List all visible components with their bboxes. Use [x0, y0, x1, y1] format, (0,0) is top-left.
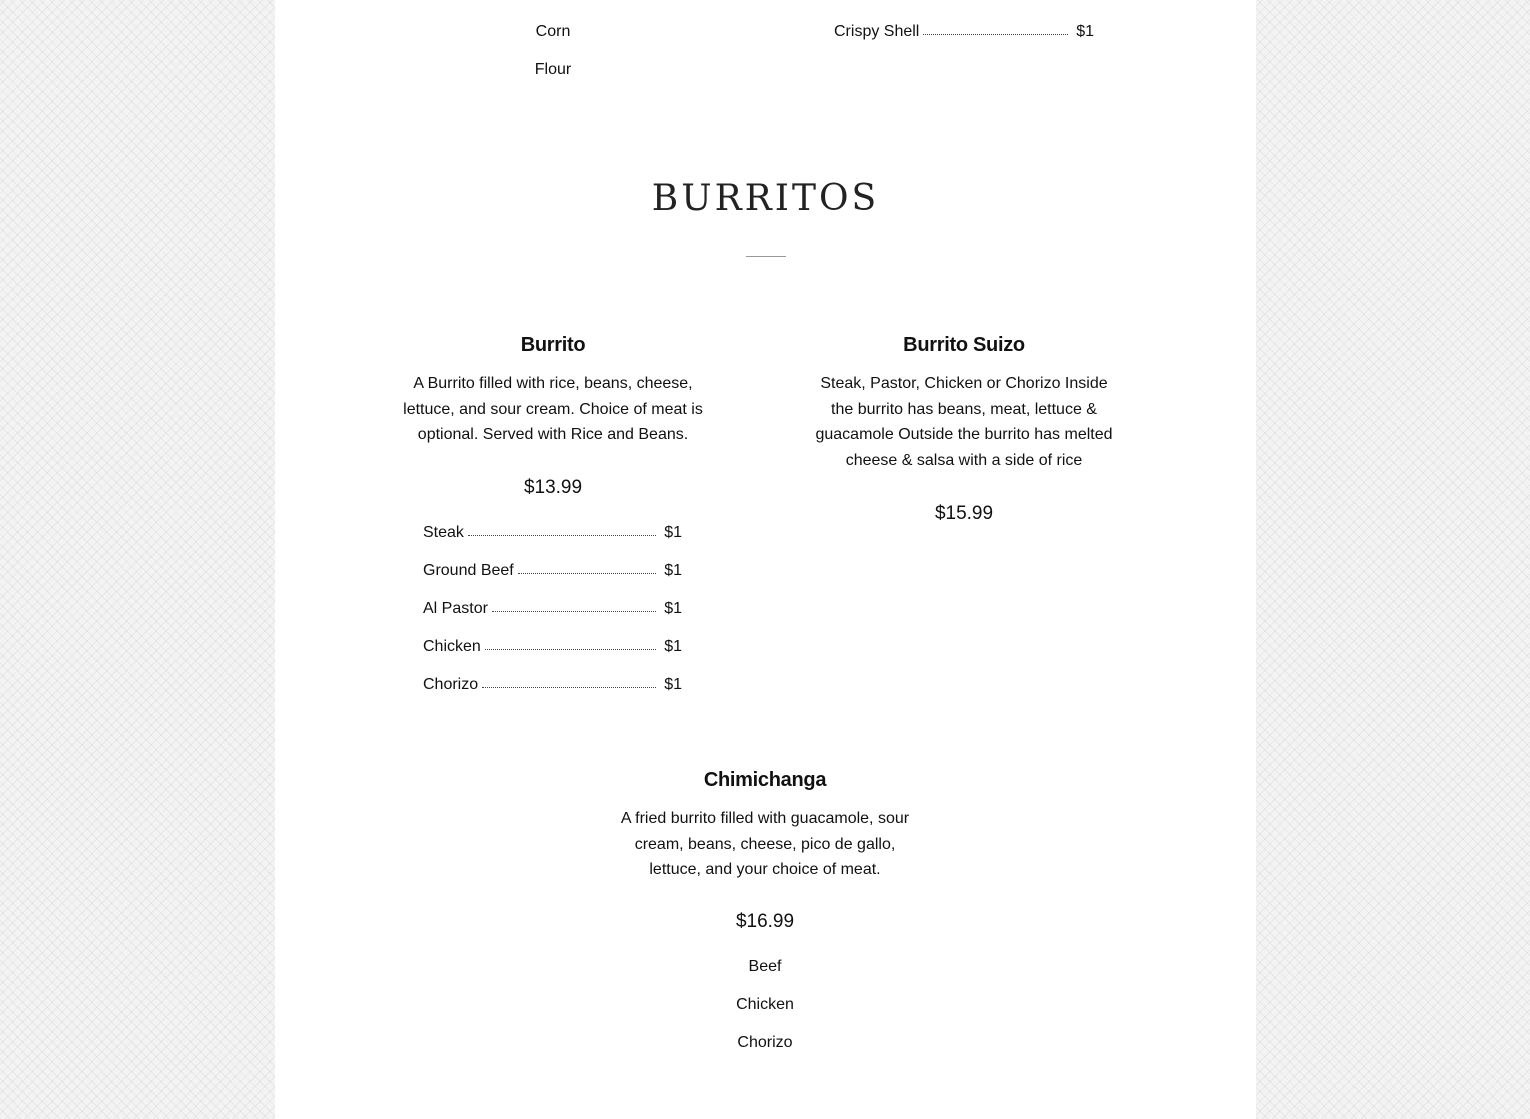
chimichanga-option: Chicken	[736, 996, 794, 1013]
dot-leader	[468, 534, 656, 536]
menu-page	[275, 0, 1256, 1119]
dot-leader	[518, 572, 656, 574]
extra-option-price: $1	[1076, 23, 1094, 40]
burrito-option-row	[423, 599, 682, 619]
burrito-option-price: $1	[664, 638, 682, 655]
item-price-burrito-suizo: $15.99	[934, 503, 994, 524]
item-name-chimichanga: Chimichanga	[703, 769, 827, 791]
item-description-chimichanga: A fried burrito filled with guacamole, sour cream, beans, cheese, pico de gallo, lettuce, and your choice of meat.	[620, 810, 910, 879]
burrito-option-price: $1	[664, 562, 682, 579]
burrito-option-label: Chicken	[423, 638, 481, 655]
item-name-burrito: Burrito	[520, 334, 586, 356]
shell-option-flour: Flour	[534, 61, 572, 78]
dot-leader	[482, 686, 656, 688]
burrito-option-label: Ground Beef	[423, 562, 514, 579]
section-divider	[746, 256, 786, 257]
burrito-option-row	[423, 561, 682, 581]
burrito-option-price: $1	[664, 600, 682, 617]
burrito-option-label: Al Pastor	[423, 600, 488, 617]
chimichanga-option: Beef	[748, 958, 782, 975]
item-price-chimichanga: $16.99	[735, 911, 795, 932]
burrito-option-row	[423, 523, 682, 543]
section-title: BURRITOS	[651, 178, 880, 219]
item-price-burrito: $13.99	[523, 477, 583, 498]
burrito-option-price: $1	[664, 524, 682, 541]
item-description-burrito: A Burrito filled with rice, beans, cheese, lettuce, and sour cream. Choice of meat is optional. Served with Rice and Beans.	[403, 375, 703, 444]
shell-option-corn: Corn	[535, 23, 571, 40]
burrito-option-row	[423, 675, 682, 695]
burrito-option-label: Chorizo	[423, 676, 479, 693]
dot-leader	[923, 33, 1068, 35]
dot-leader	[492, 610, 656, 612]
extra-option-label: Crispy Shell	[834, 23, 920, 40]
item-name-burrito-suizo: Burrito Suizo	[903, 334, 1025, 356]
item-description-burrito-suizo: Steak, Pastor, Chicken or Chorizo Inside the burrito has beans, meat, lettuce & guacamole Outside the burrito has melted cheese & salsa with a side of rice	[815, 375, 1113, 469]
dot-leader	[485, 648, 656, 650]
burrito-option-price: $1	[664, 676, 682, 693]
burrito-option-row	[423, 637, 682, 657]
extra-option-row	[834, 22, 1094, 42]
chimichanga-option: Chorizo	[737, 1034, 793, 1051]
burrito-option-label: Steak	[423, 524, 464, 541]
